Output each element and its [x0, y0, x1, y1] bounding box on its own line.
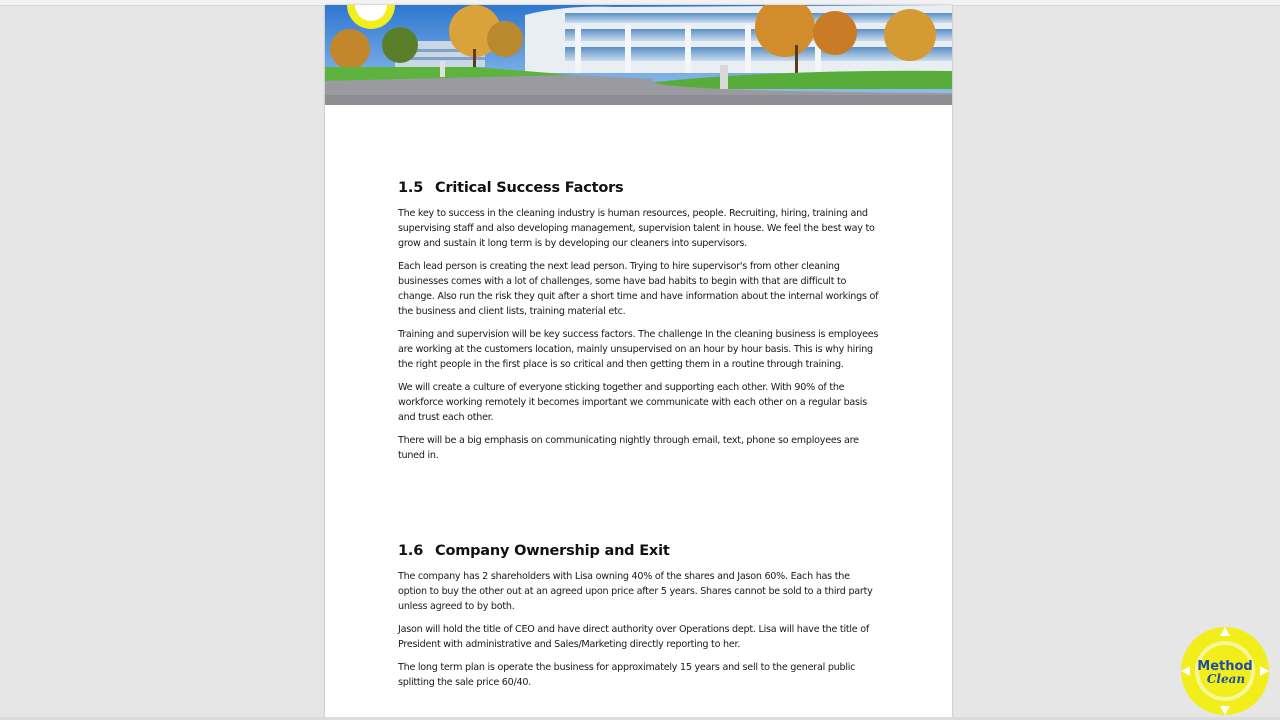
paragraph: There will be a big emphasis on communicating nightly through email, text, phone so employees are tuned in. [398, 435, 859, 461]
document-page [325, 5, 952, 720]
logo-text-clean: Clean [1206, 672, 1246, 686]
section-number: 1.5 [398, 180, 424, 196]
section-heading [398, 180, 880, 196]
method-clean-logo [1178, 624, 1272, 718]
section-title: Company Ownership and Exit [435, 543, 670, 559]
paragraph: Training and supervision will be key success factors. The challenge In the cleaning business is employees are working at the customers location, mainly unsupervised on an hour by hour basis. This is why hiring the right people in the first place is so critical and then getting them in a routine through training. [398, 329, 879, 370]
paragraph: The company has 2 shareholders with Lisa owning 40% of the shares and Jason 60%. Each has the option to buy the other out at an agreed upon price after 5 years. Shares cannot be sold to a third party unless agreed to by both. [398, 571, 873, 612]
section-critical-success-factors [398, 180, 880, 471]
section-company-ownership-and-exit [398, 543, 880, 698]
paragraph: The key to success in the cleaning industry is human resources, people. Recruiting, hiring, training and supervising staff and also developing management, supervision talent in house. We feel the best way to grow and sustain it long term is by developing our cleaners into supervisors. [398, 208, 875, 249]
section-number: 1.6 [398, 543, 424, 559]
paragraph: We will create a culture of everyone sticking together and supporting each other. With 90% of the workforce working remotely it becomes important we communicate with each other on a regular basis and trust each other. [398, 382, 867, 423]
banner-image-office-building [325, 5, 952, 105]
paragraph: Jason will hold the title of CEO and have direct authority over Operations dept. Lisa will have the title of President with administrative and Sales/Marketing directly reporting to her. [398, 624, 869, 650]
section-title: Critical Success Factors [435, 180, 624, 196]
paragraph: The long term plan is operate the business for approximately 15 years and sell to the general public splitting the sale price 60/40. [398, 662, 856, 688]
logo-text-method: Method [1197, 659, 1253, 674]
paragraph: Each lead person is creating the next lead person. Trying to hire supervisor's from other cleaning businesses comes with a lot of challenges, some have bad habits to begin with that are difficult to change. Also run the risk they quit after a short time and have information about the internal workings of the business and client lists, training material etc. [398, 261, 879, 317]
section-heading [398, 543, 880, 559]
